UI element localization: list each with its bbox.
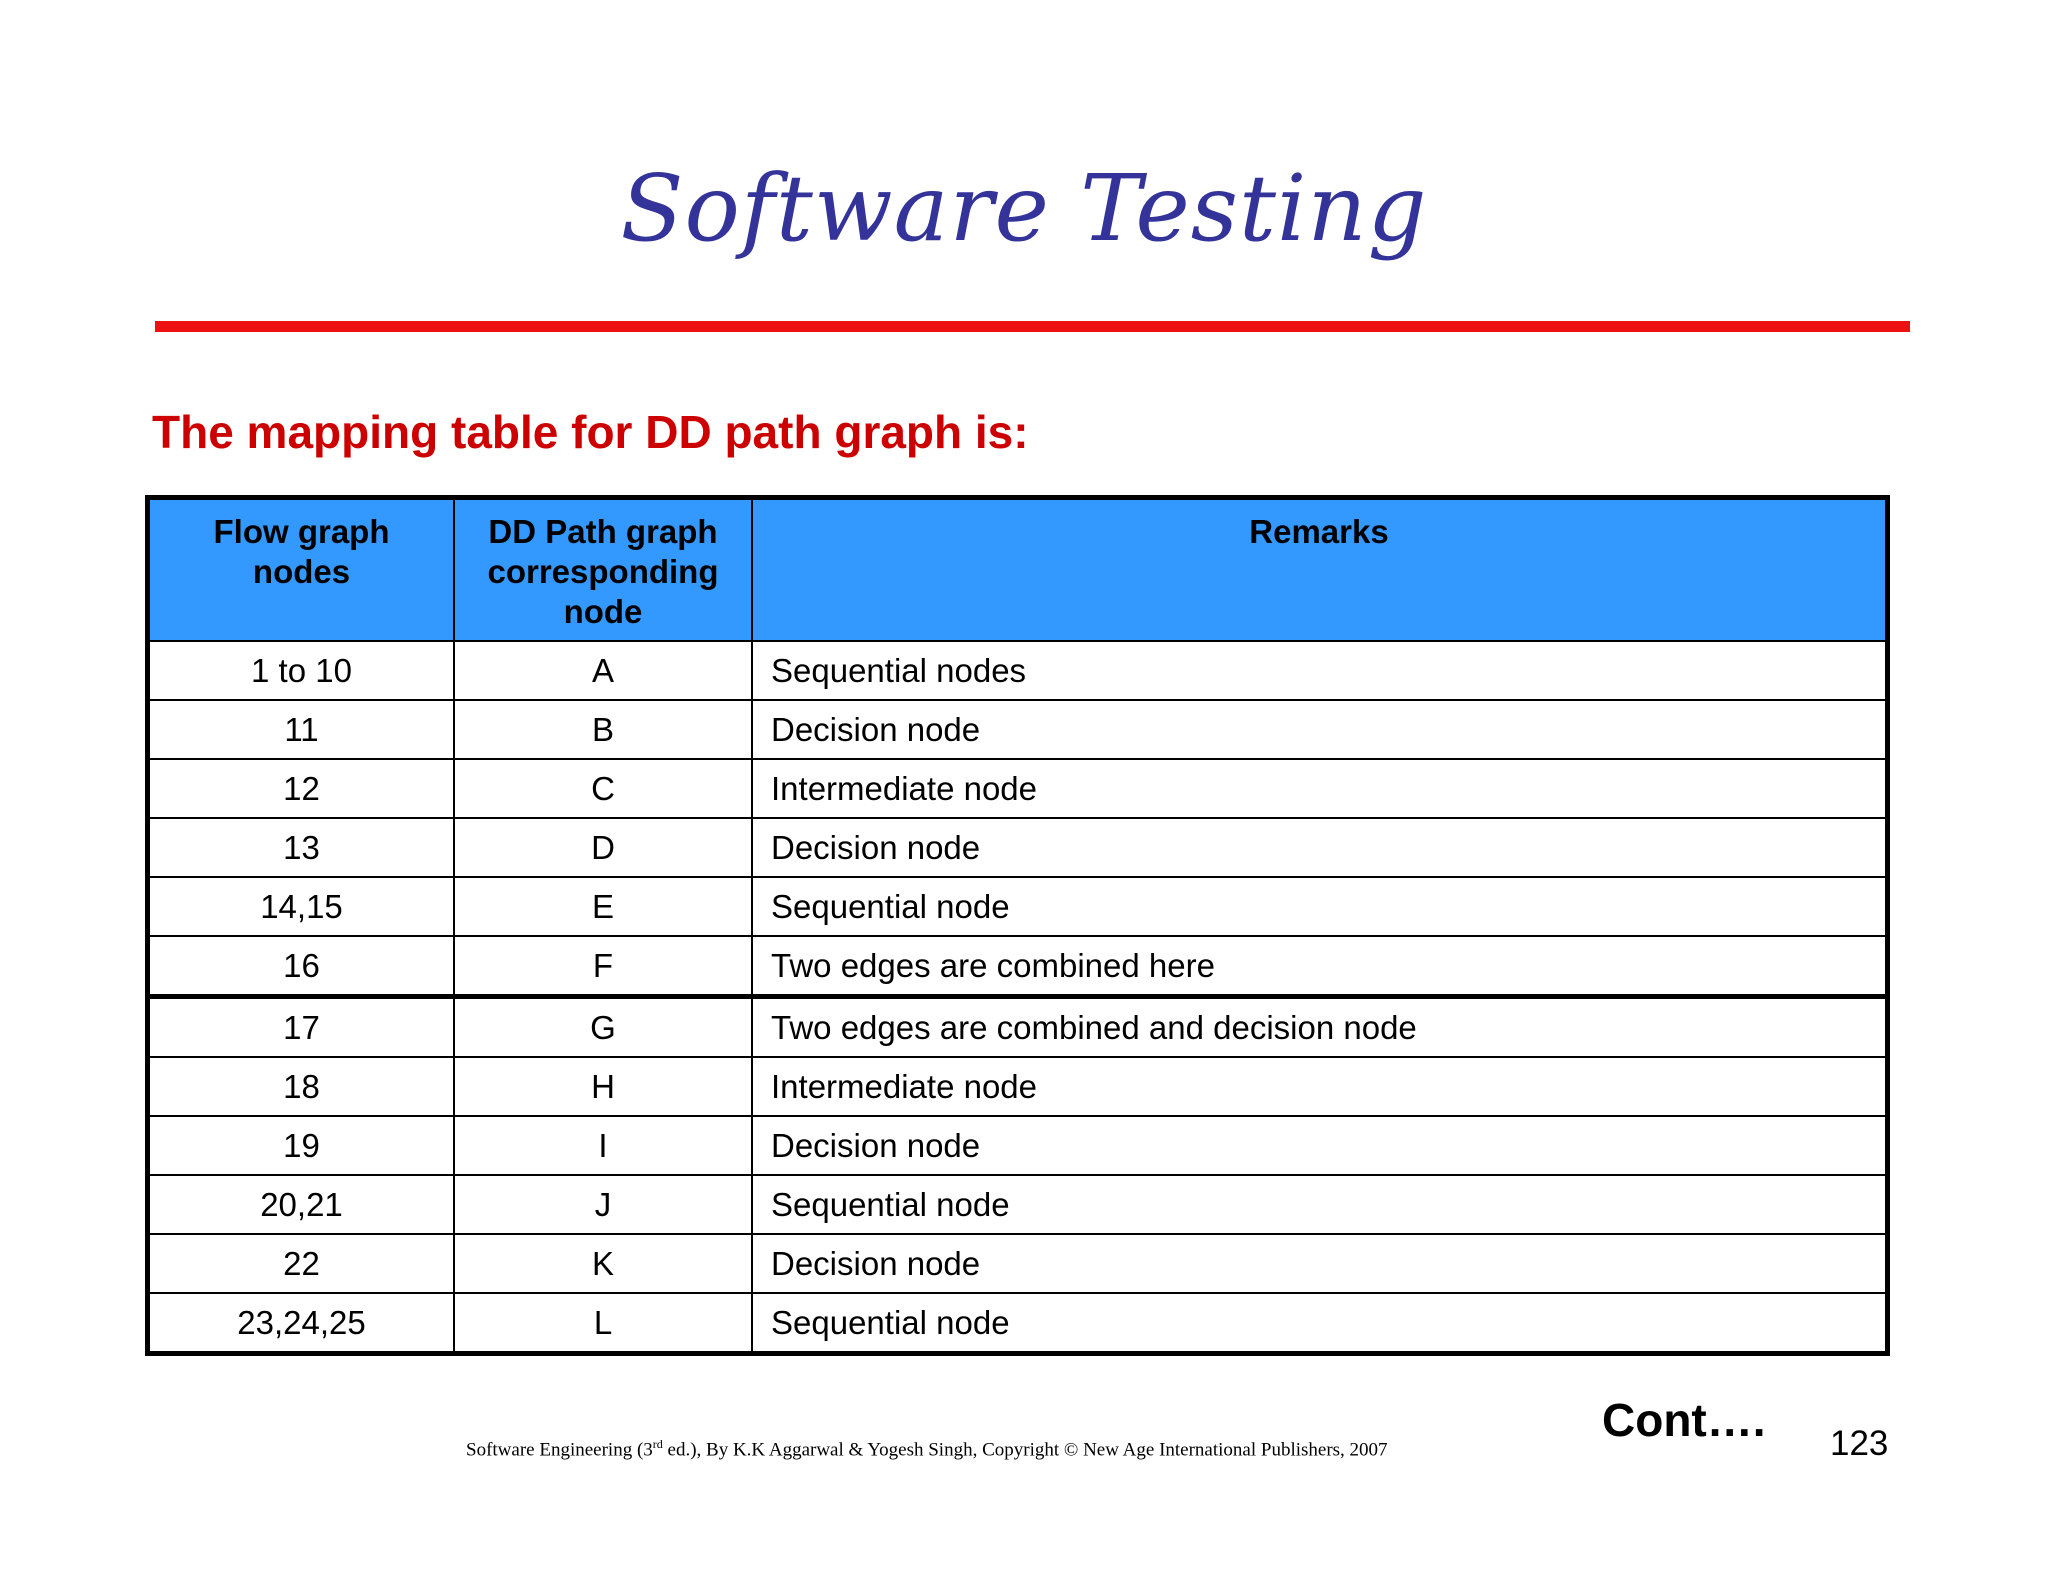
cell-dd-node: C — [454, 759, 752, 818]
table-row — [148, 818, 1888, 877]
table-row — [148, 1175, 1888, 1234]
cell-dd-node: I — [454, 1116, 752, 1175]
header-dd-line2: corresponding — [487, 553, 719, 590]
cell-flow-nodes: 13 — [148, 818, 455, 877]
cell-remarks: Two edges are combined here — [752, 936, 1888, 997]
cell-dd-node: A — [454, 641, 752, 700]
table-row — [148, 700, 1888, 759]
header-dd-line1: DD Path graph — [488, 513, 718, 550]
cell-flow-nodes: 18 — [148, 1057, 455, 1116]
table-row — [148, 877, 1888, 936]
cell-dd-node: L — [454, 1293, 752, 1354]
table-row — [148, 1057, 1888, 1116]
slide-title: Software Testing — [620, 155, 1428, 262]
cell-flow-nodes: 19 — [148, 1116, 455, 1175]
cell-remarks: Decision node — [752, 1116, 1888, 1175]
title-divider — [155, 321, 1910, 332]
table-row — [148, 641, 1888, 700]
header-nodes-line1: Flow graph — [213, 513, 390, 550]
cell-flow-nodes: 1 to 10 — [148, 641, 455, 700]
header-nodes-line2: nodes — [252, 553, 351, 590]
cell-dd-node: B — [454, 700, 752, 759]
table-row — [148, 936, 1888, 997]
table-row — [148, 1116, 1888, 1175]
cell-remarks: Sequential node — [752, 1175, 1888, 1234]
header-dd-line3: node — [563, 593, 643, 630]
page-number: 123 — [1830, 1424, 1889, 1463]
cell-remarks: Sequential node — [752, 877, 1888, 936]
table-row — [148, 1234, 1888, 1293]
header-remarks: Remarks — [752, 498, 1888, 642]
cell-flow-nodes: 22 — [148, 1234, 455, 1293]
footer-text-pre: Software Engineering (3 — [466, 1439, 653, 1461]
cell-remarks: Two edges are combined and decision node — [752, 997, 1888, 1058]
table-row — [148, 997, 1888, 1058]
header-flow-graph-nodes — [148, 498, 455, 642]
cell-dd-node: J — [454, 1175, 752, 1234]
continued-label: Cont…. — [1602, 1394, 1766, 1446]
cell-dd-node: K — [454, 1234, 752, 1293]
cell-flow-nodes: 14,15 — [148, 877, 455, 936]
cell-flow-nodes: 23,24,25 — [148, 1293, 455, 1354]
footer-citation — [466, 1437, 1388, 1461]
cell-remarks: Decision node — [752, 700, 1888, 759]
cell-remarks: Decision node — [752, 818, 1888, 877]
footer-text-post: ed.), By K.K Aggarwal & Yogesh Singh, Copyright © New Age International Publishers, 2007 — [662, 1439, 1388, 1461]
table-header-row — [148, 498, 1888, 642]
cell-dd-node: F — [454, 936, 752, 997]
cell-dd-node: H — [454, 1057, 752, 1116]
cell-flow-nodes: 16 — [148, 936, 455, 997]
cell-remarks: Sequential node — [752, 1293, 1888, 1354]
cell-dd-node: E — [454, 877, 752, 936]
cell-flow-nodes: 20,21 — [148, 1175, 455, 1234]
cell-flow-nodes: 12 — [148, 759, 455, 818]
cell-remarks: Intermediate node — [752, 759, 1888, 818]
cell-remarks: Sequential nodes — [752, 641, 1888, 700]
mapping-table — [145, 495, 1890, 1356]
slide-subtitle: The mapping table for DD path graph is: — [152, 406, 1029, 458]
table-row — [148, 759, 1888, 818]
header-dd-path-node — [454, 498, 752, 642]
cell-flow-nodes: 17 — [148, 997, 455, 1058]
cell-flow-nodes: 11 — [148, 700, 455, 759]
cell-dd-node: G — [454, 997, 752, 1058]
cell-remarks: Intermediate node — [752, 1057, 1888, 1116]
cell-remarks: Decision node — [752, 1234, 1888, 1293]
footer-superscript: rd — [652, 1437, 663, 1451]
cell-dd-node: D — [454, 818, 752, 877]
table-row — [148, 1293, 1888, 1354]
